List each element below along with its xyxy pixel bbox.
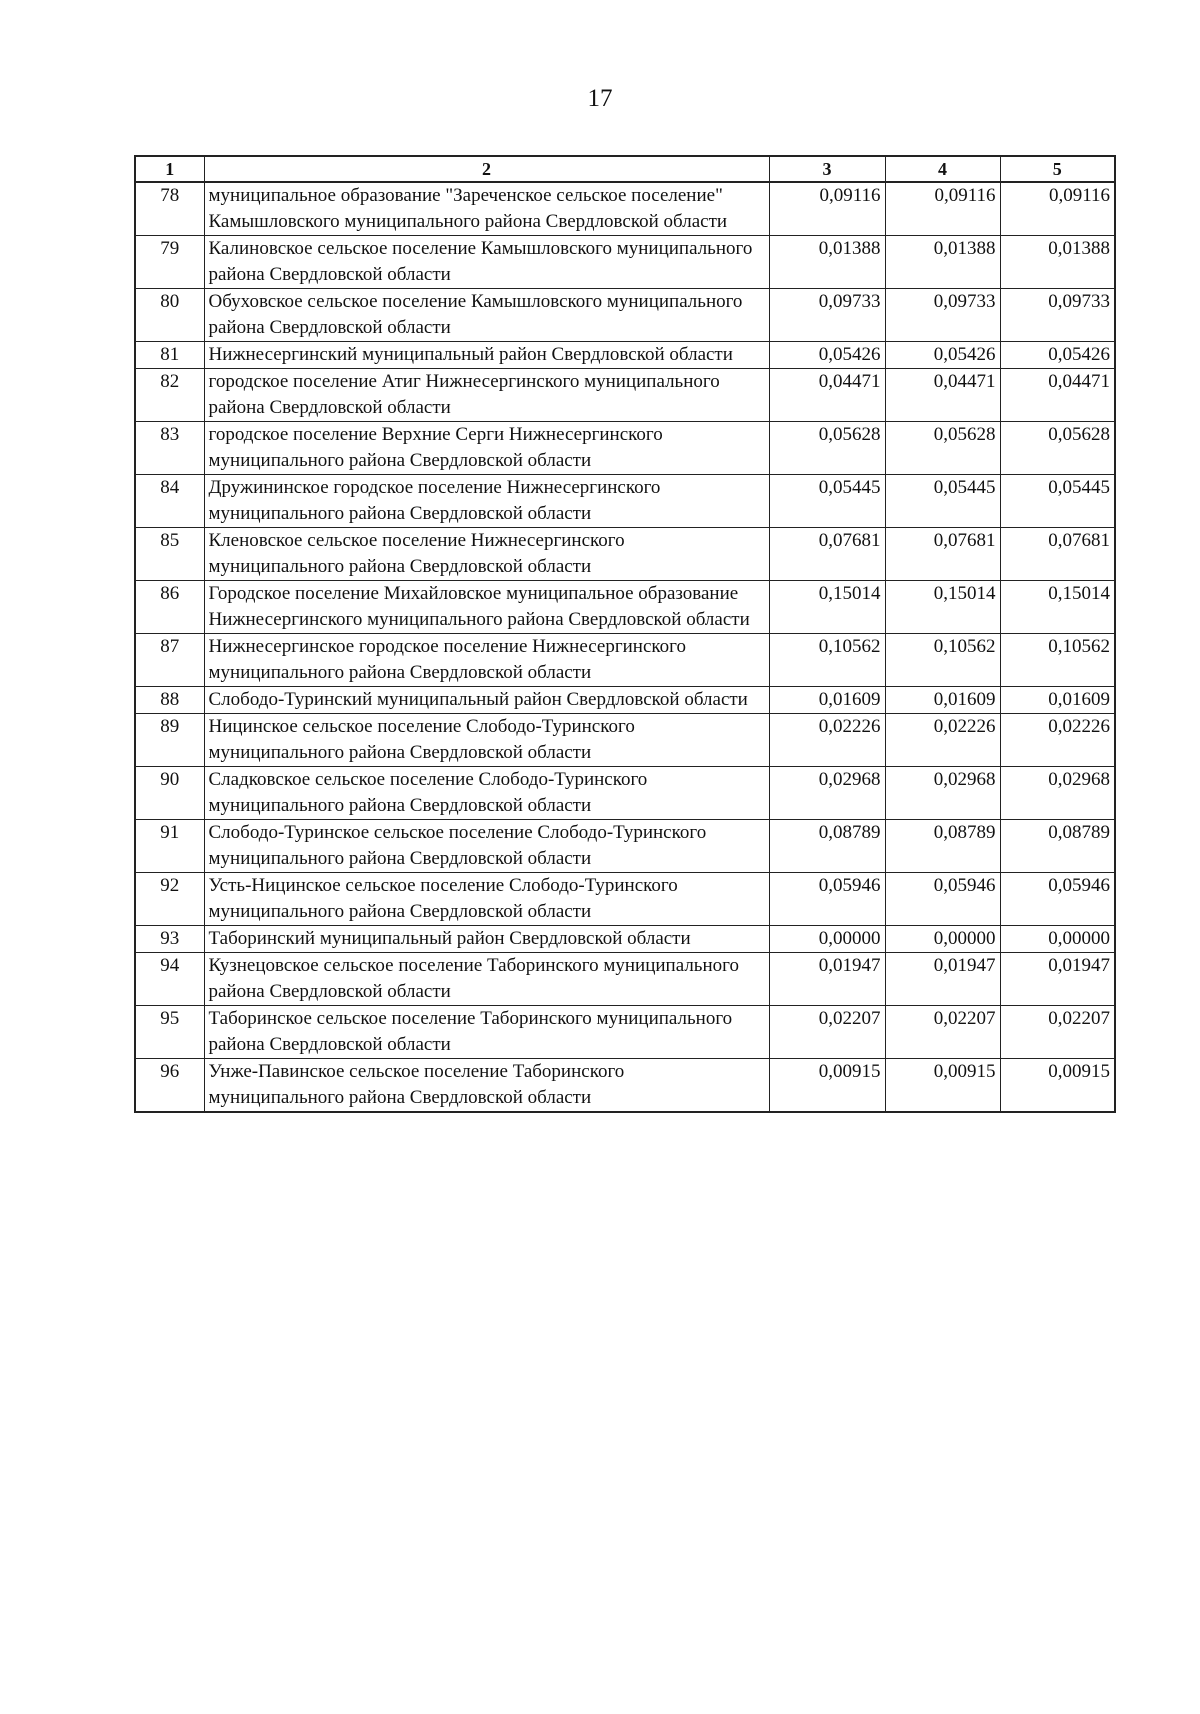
header-col-4: 4 — [885, 156, 1000, 182]
value-col-3-cell: 0,01388 — [769, 236, 885, 289]
value-col-3-cell: 0,01609 — [769, 687, 885, 714]
row-number-cell: 88 — [135, 687, 204, 714]
value-col-3-cell: 0,04471 — [769, 369, 885, 422]
row-number-cell: 90 — [135, 767, 204, 820]
row-number-cell: 84 — [135, 475, 204, 528]
value-col-4-cell: 0,07681 — [885, 528, 1000, 581]
value-col-5-cell: 0,10562 — [1000, 634, 1115, 687]
row-number-cell: 81 — [135, 342, 204, 369]
value-col-3-cell: 0,05426 — [769, 342, 885, 369]
value-col-4-cell: 0,15014 — [885, 581, 1000, 634]
value-col-4-cell: 0,01388 — [885, 236, 1000, 289]
table-header — [135, 156, 1115, 182]
header-col-2: 2 — [204, 156, 769, 182]
table-row — [135, 767, 1115, 820]
value-col-4-cell: 0,04471 — [885, 369, 1000, 422]
header-col-3: 3 — [769, 156, 885, 182]
value-col-4-cell: 0,10562 — [885, 634, 1000, 687]
value-col-4-cell: 0,05445 — [885, 475, 1000, 528]
value-col-3-cell: 0,00000 — [769, 926, 885, 953]
table-row — [135, 687, 1115, 714]
table-row — [135, 634, 1115, 687]
value-col-5-cell: 0,05628 — [1000, 422, 1115, 475]
table-row — [135, 475, 1115, 528]
value-col-4-cell: 0,01947 — [885, 953, 1000, 1006]
municipality-name-cell: Ницинское сельское поселение Слободо-Туринского муниципального района Свердловской области — [204, 714, 769, 767]
value-col-5-cell: 0,07681 — [1000, 528, 1115, 581]
table-row — [135, 581, 1115, 634]
value-col-3-cell: 0,02207 — [769, 1006, 885, 1059]
value-col-4-cell: 0,02968 — [885, 767, 1000, 820]
table-row — [135, 182, 1115, 236]
value-col-4-cell: 0,05628 — [885, 422, 1000, 475]
table-row — [135, 820, 1115, 873]
value-col-3-cell: 0,05628 — [769, 422, 885, 475]
row-number-cell: 82 — [135, 369, 204, 422]
table-row — [135, 369, 1115, 422]
row-number-cell: 85 — [135, 528, 204, 581]
value-col-4-cell: 0,02207 — [885, 1006, 1000, 1059]
municipality-name-cell: Дружининское городское поселение Нижнесергинского муниципального района Свердловской области — [204, 475, 769, 528]
municipality-name-cell: городское поселение Верхние Серги Нижнесергинского муниципального района Свердловской области — [204, 422, 769, 475]
value-col-4-cell: 0,08789 — [885, 820, 1000, 873]
row-number-cell: 95 — [135, 1006, 204, 1059]
table-row — [135, 342, 1115, 369]
header-row — [135, 156, 1115, 182]
data-table — [134, 155, 1116, 1113]
table-row — [135, 953, 1115, 1006]
row-number-cell: 80 — [135, 289, 204, 342]
municipality-name-cell: городское поселение Атиг Нижнесергинского муниципального района Свердловской области — [204, 369, 769, 422]
value-col-5-cell: 0,00915 — [1000, 1059, 1115, 1113]
value-col-4-cell: 0,09116 — [885, 182, 1000, 236]
municipality-name-cell: Калиновское сельское поселение Камышловского муниципального района Свердловской области — [204, 236, 769, 289]
municipality-name-cell: Таборинский муниципальный район Свердловской области — [204, 926, 769, 953]
page-number: 17 — [587, 85, 613, 112]
row-number-cell: 79 — [135, 236, 204, 289]
header-col-1: 1 — [135, 156, 204, 182]
value-col-5-cell: 0,08789 — [1000, 820, 1115, 873]
municipality-name-cell: Унже-Павинское сельское поселение Таборинского муниципального района Свердловской области — [204, 1059, 769, 1113]
value-col-3-cell: 0,02968 — [769, 767, 885, 820]
value-col-4-cell: 0,09733 — [885, 289, 1000, 342]
value-col-3-cell: 0,00915 — [769, 1059, 885, 1113]
value-col-5-cell: 0,02207 — [1000, 1006, 1115, 1059]
municipality-name-cell: Кленовское сельское поселение Нижнесергинского муниципального района Свердловской области — [204, 528, 769, 581]
value-col-4-cell: 0,05946 — [885, 873, 1000, 926]
municipality-name-cell: Слободо-Туринское сельское поселение Слободо-Туринского муниципального района Свердловской области — [204, 820, 769, 873]
value-col-5-cell: 0,00000 — [1000, 926, 1115, 953]
value-col-3-cell: 0,08789 — [769, 820, 885, 873]
header-col-5: 5 — [1000, 156, 1115, 182]
table-row — [135, 873, 1115, 926]
value-col-5-cell: 0,01609 — [1000, 687, 1115, 714]
table-row — [135, 289, 1115, 342]
row-number-cell: 83 — [135, 422, 204, 475]
municipality-name-cell: Усть-Ницинское сельское поселение Слободо-Туринского муниципального района Свердловской области — [204, 873, 769, 926]
value-col-5-cell: 0,01947 — [1000, 953, 1115, 1006]
value-col-4-cell: 0,05426 — [885, 342, 1000, 369]
municipality-name-cell: Нижнесергинское городское поселение Нижнесергинского муниципального района Свердловской области — [204, 634, 769, 687]
value-col-3-cell: 0,05946 — [769, 873, 885, 926]
table-body — [135, 182, 1115, 1112]
value-col-5-cell: 0,09733 — [1000, 289, 1115, 342]
value-col-5-cell: 0,04471 — [1000, 369, 1115, 422]
row-number-cell: 93 — [135, 926, 204, 953]
value-col-4-cell: 0,00915 — [885, 1059, 1000, 1113]
municipality-name-cell: Нижнесергинский муниципальный район Свердловской области — [204, 342, 769, 369]
table-row — [135, 236, 1115, 289]
value-col-4-cell: 0,01609 — [885, 687, 1000, 714]
table-row — [135, 714, 1115, 767]
table-row — [135, 1006, 1115, 1059]
row-number-cell: 86 — [135, 581, 204, 634]
municipality-name-cell: Кузнецовское сельское поселение Таборинского муниципального района Свердловской области — [204, 953, 769, 1006]
municipality-name-cell: муниципальное образование "Зареченское сельское поселение" Камышловского муниципального района Свердловской области — [204, 182, 769, 236]
row-number-cell: 92 — [135, 873, 204, 926]
value-col-3-cell: 0,05445 — [769, 475, 885, 528]
table-row — [135, 528, 1115, 581]
value-col-4-cell: 0,00000 — [885, 926, 1000, 953]
table-row — [135, 422, 1115, 475]
value-col-3-cell: 0,02226 — [769, 714, 885, 767]
row-number-cell: 89 — [135, 714, 204, 767]
row-number-cell: 91 — [135, 820, 204, 873]
municipality-name-cell: Городское поселение Михайловское муниципальное образование Нижнесергинского муниципального района Свердловской области — [204, 581, 769, 634]
value-col-5-cell: 0,05426 — [1000, 342, 1115, 369]
row-number-cell: 94 — [135, 953, 204, 1006]
municipality-name-cell: Обуховское сельское поселение Камышловского муниципального района Свердловской области — [204, 289, 769, 342]
municipality-name-cell: Слободо-Туринский муниципальный район Свердловской области — [204, 687, 769, 714]
table-row — [135, 926, 1115, 953]
value-col-5-cell: 0,09116 — [1000, 182, 1115, 236]
value-col-5-cell: 0,02226 — [1000, 714, 1115, 767]
value-col-3-cell: 0,09733 — [769, 289, 885, 342]
municipality-name-cell: Сладковское сельское поселение Слободо-Туринского муниципального района Свердловской области — [204, 767, 769, 820]
value-col-5-cell: 0,01388 — [1000, 236, 1115, 289]
value-col-5-cell: 0,02968 — [1000, 767, 1115, 820]
value-col-5-cell: 0,05946 — [1000, 873, 1115, 926]
row-number-cell: 96 — [135, 1059, 204, 1113]
value-col-3-cell: 0,07681 — [769, 528, 885, 581]
value-col-3-cell: 0,15014 — [769, 581, 885, 634]
value-col-5-cell: 0,05445 — [1000, 475, 1115, 528]
value-col-3-cell: 0,09116 — [769, 182, 885, 236]
municipality-name-cell: Таборинское сельское поселение Таборинского муниципального района Свердловской области — [204, 1006, 769, 1059]
value-col-4-cell: 0,02226 — [885, 714, 1000, 767]
row-number-cell: 78 — [135, 182, 204, 236]
value-col-5-cell: 0,15014 — [1000, 581, 1115, 634]
row-number-cell: 87 — [135, 634, 204, 687]
value-col-3-cell: 0,10562 — [769, 634, 885, 687]
table-row — [135, 1059, 1115, 1113]
value-col-3-cell: 0,01947 — [769, 953, 885, 1006]
